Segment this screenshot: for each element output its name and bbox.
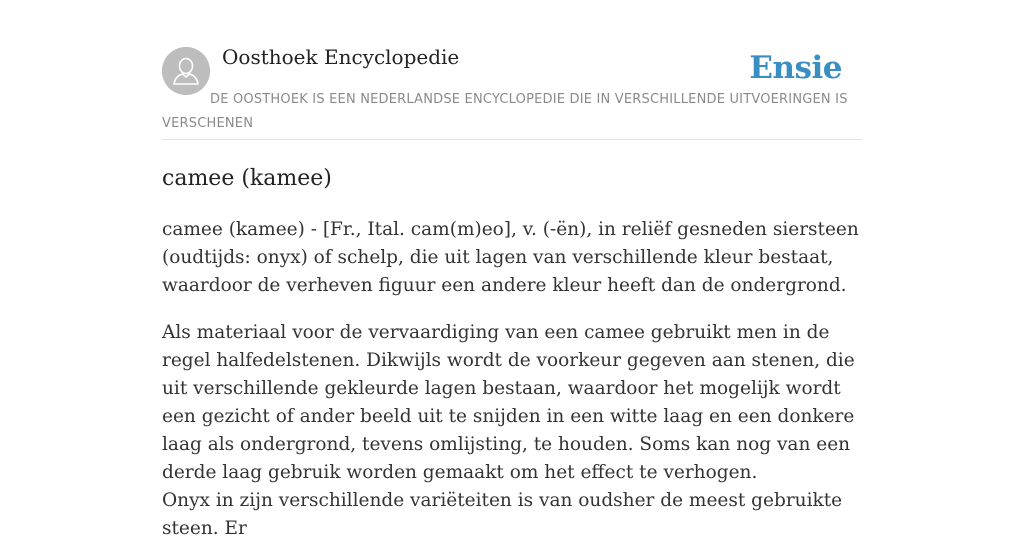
site-tagline: DE OOSTHOEK IS EEN NEDERLANDSE ENCYCLOPEDIE DIE IN VERSCHILLENDE UITVOERINGEN IS VERSCHENEN (162, 92, 848, 131)
article-paragraph: Als materiaal voor de vervaardiging van een camee gebruikt men in de regel halfedelstenen. Dikwijls wordt de voorkeur gegeven aan stenen, die uit verschillende gekleurde lagen bestaan, waardoor het mogelijk wordt een gezicht of ander beeld uit te snijden in een witte laag en een donkere laag als ondergrond, tevens omlijsting, te houden. Soms kan nog van een derde laag gebruik worden gemaakt om het effect te verhogen. (162, 322, 855, 483)
article (162, 140, 862, 543)
site-header (162, 0, 862, 140)
site-name-link[interactable]: Oosthoek Encyclopedie (222, 45, 460, 69)
article-paragraph: Onyx in zijn verschillende variëteiten is van oudsher de meest gebruikte steen. Er (162, 490, 843, 539)
ensie-logo[interactable]: Ensie (749, 50, 842, 86)
article-title: camee (kamee) (162, 166, 332, 191)
page (162, 0, 862, 543)
article-paragraph: camee (kamee) - [Fr., Ital. cam(m)eo], v. (-ën), in reliëf gesneden siersteen (oudtijds: onyx) of schelp, die uit lagen van verschillende kleur bestaat, waardoor de verheven figuur een andere kleur heeft dan de ondergrond. (162, 219, 859, 296)
article-body (162, 216, 862, 543)
